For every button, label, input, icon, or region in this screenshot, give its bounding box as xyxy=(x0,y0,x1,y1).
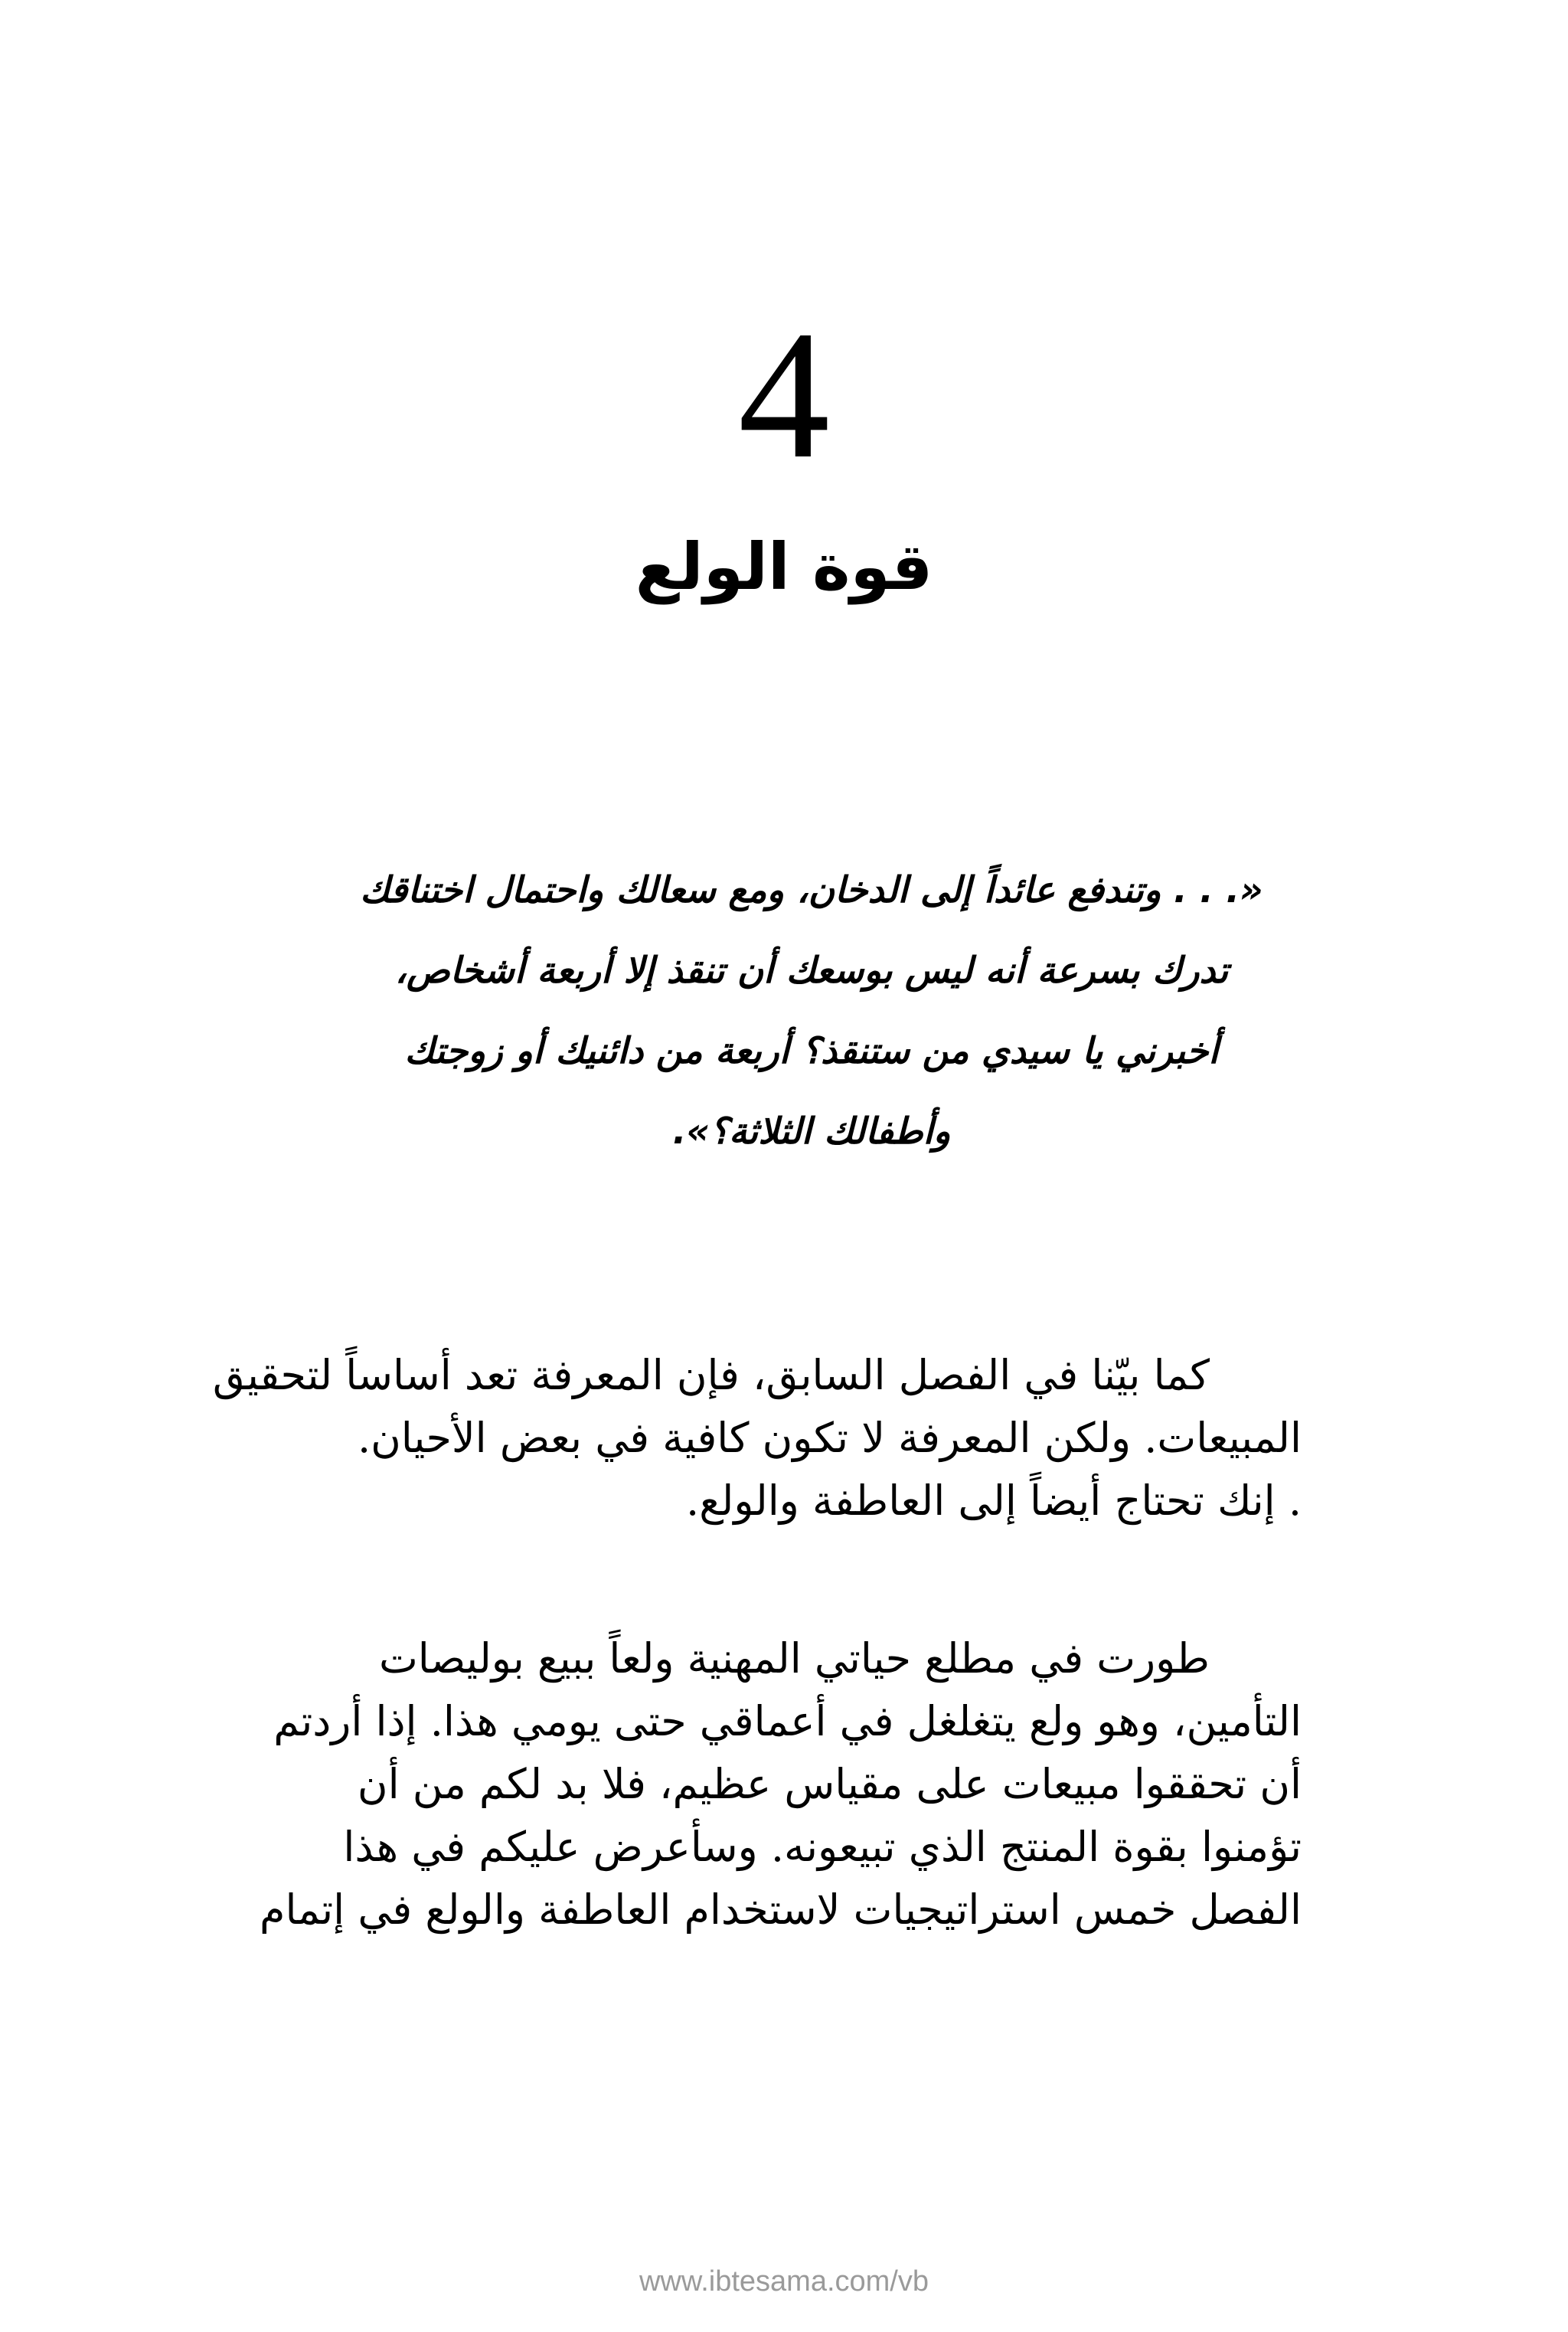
paragraph-line: . إنك تحتاج أيضاً إلى العاطفة والولع. xyxy=(686,1477,1302,1525)
epigraph-line: تدرك بسرعة أنه ليس بوسعك أن تنقذ إلا أربعة أشخاص، xyxy=(394,950,1229,992)
paragraph-line: المبيعات. ولكن المعرفة لا تكون كافية في بعض الأحيان. xyxy=(357,1414,1302,1462)
paragraph-line: أن تحققوا مبيعات على مقياس عظيم، فلا بد لكم من أن xyxy=(357,1760,1302,1808)
epigraph-line: وأطفالك الثلاثة؟». xyxy=(672,1110,951,1153)
body-paragraph-2 xyxy=(214,1627,1302,1941)
epigraph-quote xyxy=(322,850,1302,1172)
website-watermark-link[interactable]: www.ibtesama.com/vb xyxy=(639,2265,929,2298)
chapter-title: قوة الولع xyxy=(635,529,933,604)
paragraph-line: كما بيّنا في الفصل السابق، فإن المعرفة تعد أساساً لتحقيق xyxy=(212,1351,1210,1399)
chapter-number: 4 xyxy=(738,293,830,496)
paragraph-line: الفصل خمس استراتيجيات لاستخدام العاطفة والولع في إتمام xyxy=(260,1886,1302,1934)
body-paragraph-1 xyxy=(214,1344,1302,1532)
paragraph-line: تؤمنوا بقوة المنتج الذي تبيعونه. وسأعرض عليكم في هذا xyxy=(343,1823,1302,1871)
epigraph-line: أخبرني يا سيدي من ستنقذ؟ أربعة من دائنيك أو زوجتك xyxy=(404,1030,1219,1072)
paragraph-line: طورت في مطلع حياتي المهنية ولعاً ببيع بوليصات xyxy=(378,1634,1210,1683)
epigraph-line: «. . . وتندفع عائداً إلى الدخان، ومع سعالك واحتمال اختناقك xyxy=(360,869,1263,911)
paragraph-line: التأمين، وهو ولع يتغلغل في أعماقي حتى يومي هذا. إذا أردتم xyxy=(273,1697,1302,1745)
